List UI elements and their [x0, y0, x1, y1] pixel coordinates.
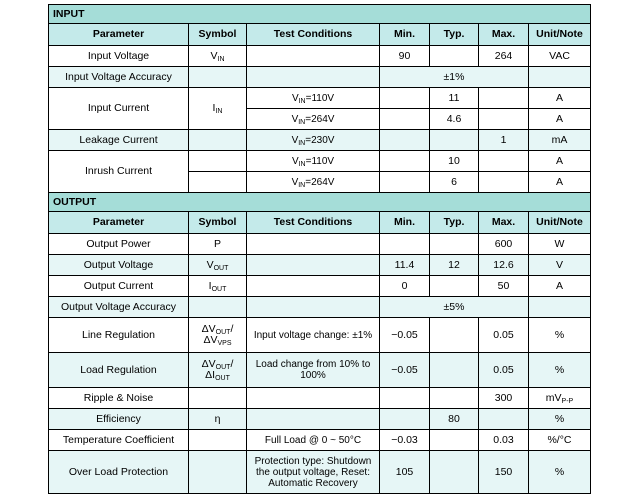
table-row [49, 318, 591, 353]
typ-cell: 10 [430, 151, 479, 172]
header-symbol: Symbol [189, 212, 247, 234]
table-row [49, 255, 591, 276]
unit-cell: A [529, 88, 591, 109]
header-min: Min. [380, 24, 430, 46]
param-inrush-current: Inrush Current [49, 151, 189, 193]
cond-cell: $V_{IN}=264V$ [247, 172, 380, 193]
input-header-row [49, 24, 591, 46]
unit-cell: V [529, 255, 591, 276]
unit-cell: A [529, 172, 591, 193]
table-row [49, 88, 591, 109]
unit-cell: W [529, 234, 591, 255]
typ-cell [430, 46, 479, 67]
cond-cell [247, 46, 380, 67]
unit-cell: % [529, 353, 591, 388]
unit-cell: $mV_{P-P}$ [529, 388, 591, 409]
symbol-cell: η [189, 409, 247, 430]
symbol-cell: $\Delta V_{OUT}/\Delta V_{VPS}$ [189, 318, 247, 353]
input-section-title: INPUT [49, 5, 591, 24]
header-unit: Unit/Note [529, 212, 591, 234]
accuracy-value: ±1% [380, 67, 529, 88]
min-cell: 105 [380, 451, 430, 494]
max-cell: 0.03 [479, 430, 529, 451]
table-row [49, 388, 591, 409]
max-cell: 50 [479, 276, 529, 297]
cond-cell: Full Load @ 0 ~ 50°C [247, 430, 380, 451]
typ-cell: 80 [430, 409, 479, 430]
header-test-conditions: Test Conditions [247, 212, 380, 234]
table-row [49, 67, 591, 88]
typ-cell: 11 [430, 88, 479, 109]
output-section-title: OUTPUT [49, 193, 591, 212]
unit-cell: A [529, 109, 591, 130]
typ-cell: 12 [430, 255, 479, 276]
table-row [49, 430, 591, 451]
min-cell: 11.4 [380, 255, 430, 276]
table-row [49, 451, 591, 494]
output-header-row [49, 212, 591, 234]
table-row [49, 130, 591, 151]
header-parameter: Parameter [49, 24, 189, 46]
unit-cell: VAC [529, 46, 591, 67]
table-row [49, 151, 591, 172]
typ-cell: 6 [430, 172, 479, 193]
unit-cell: % [529, 409, 591, 430]
table-row [49, 276, 591, 297]
symbol-cell: $\Delta V_{OUT}/\Delta I_{OUT}$ [189, 353, 247, 388]
cond-cell: $V_{IN}=110V$ [247, 88, 380, 109]
header-typ: Typ. [430, 24, 479, 46]
symbol-cell: $V_{IN}$ [189, 46, 247, 67]
accuracy-value: ±5% [380, 297, 529, 318]
symbol-cell: P [189, 234, 247, 255]
param-load-regulation: Load Regulation [49, 353, 189, 388]
symbol-cell: $I_{OUT}$ [189, 276, 247, 297]
param-input-voltage-accuracy: Input Voltage Accuracy [49, 67, 189, 88]
param-output-voltage: Output Voltage [49, 255, 189, 276]
cond-cell: $V_{IN}=230V$ [247, 130, 380, 151]
table-row [49, 234, 591, 255]
max-cell: 300 [479, 388, 529, 409]
header-typ: Typ. [430, 212, 479, 234]
min-cell: 90 [380, 46, 430, 67]
symbol-cell: $V_{OUT}$ [189, 255, 247, 276]
param-ripple-noise: Ripple & Noise [49, 388, 189, 409]
cond-cell: $V_{IN}=110V$ [247, 151, 380, 172]
param-temperature-coefficient: Temperature Coefficient [49, 430, 189, 451]
cond-cell: Input voltage change: ±1% [247, 318, 380, 353]
max-cell: 1 [479, 130, 529, 151]
max-cell: 264 [479, 46, 529, 67]
max-cell: 0.05 [479, 318, 529, 353]
header-max: Max. [479, 24, 529, 46]
table-row [49, 353, 591, 388]
unit-cell: %/°C [529, 430, 591, 451]
spec-table [48, 4, 591, 494]
header-test-conditions: Test Conditions [247, 24, 380, 46]
param-leakage-current: Leakage Current [49, 130, 189, 151]
param-over-load-protection: Over Load Protection [49, 451, 189, 494]
header-symbol: Symbol [189, 24, 247, 46]
unit-cell: mA [529, 130, 591, 151]
cond-cell: $V_{IN}=264V$ [247, 109, 380, 130]
max-cell: 600 [479, 234, 529, 255]
max-cell: 0.05 [479, 353, 529, 388]
param-input-voltage: Input Voltage [49, 46, 189, 67]
param-line-regulation: Line Regulation [49, 318, 189, 353]
unit-cell: % [529, 451, 591, 494]
header-max: Max. [479, 212, 529, 234]
unit-cell: A [529, 151, 591, 172]
cond-cell: Load change from 10% to 100% [247, 353, 380, 388]
param-efficiency: Efficiency [49, 409, 189, 430]
header-parameter: Parameter [49, 212, 189, 234]
max-cell: 150 [479, 451, 529, 494]
table-row [49, 46, 591, 67]
table-row [49, 409, 591, 430]
header-unit: Unit/Note [529, 24, 591, 46]
min-cell: 0 [380, 276, 430, 297]
min-cell: −0.05 [380, 353, 430, 388]
typ-cell: 4.6 [430, 109, 479, 130]
min-cell: −0.03 [380, 430, 430, 451]
cond-cell: Protection type: Shutdown the output voltage, Reset: Automatic Recovery [247, 451, 380, 494]
unit-cell: A [529, 276, 591, 297]
param-input-current: Input Current [49, 88, 189, 130]
param-output-voltage-accuracy: Output Voltage Accuracy [49, 297, 189, 318]
max-cell: 12.6 [479, 255, 529, 276]
param-output-power: Output Power [49, 234, 189, 255]
header-min: Min. [380, 212, 430, 234]
param-output-current: Output Current [49, 276, 189, 297]
unit-cell: % [529, 318, 591, 353]
min-cell: −0.05 [380, 318, 430, 353]
symbol-cell: $I_{IN}$ [189, 88, 247, 130]
table-row [49, 297, 591, 318]
